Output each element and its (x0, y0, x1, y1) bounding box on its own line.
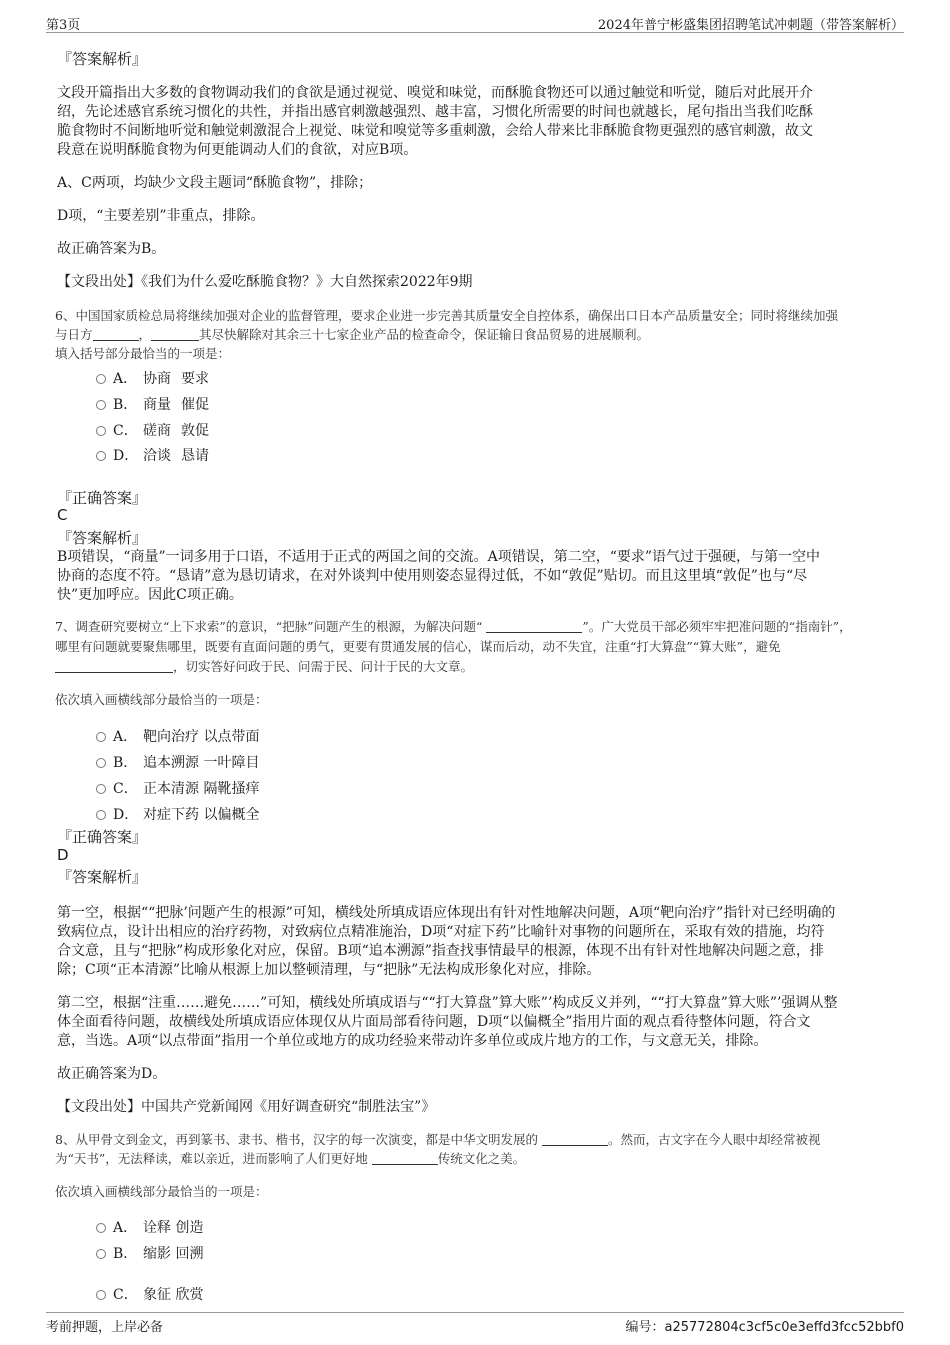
q7-stem-line-3 (55, 657, 473, 677)
q7-stem-line-2: 哪里有问题就要聚焦哪里，既要有直面问题的勇气，更要有贯通发展的信心，谋而后动，动不失宜，注重“打大算盘”“算大账”，避免 (55, 639, 781, 654)
q6-stem-line-2 (55, 325, 649, 345)
q5-analysis-line-2: 绍，先论述感官系统习惯化的共性，并指出感官刺激越强烈、越丰富，习惯化所需要的时间也就越长，尾句指出当我们吃酥 (57, 104, 813, 120)
q5-conclusion: 故正确答案为B。 (57, 241, 166, 257)
q6-answer-label: 『正确答案』 (57, 489, 148, 507)
q7-source: 【文段出处】中国共产党新闻网《用好调查研究“制胜法宝”》 (57, 1099, 436, 1115)
q7-option-c[interactable] (96, 778, 259, 798)
q8-stem-text: 8、从甲骨文到金文，再到篆书、隶书、楷书，汉字的每一次演变，都是中华文明发展的 (55, 1132, 538, 1147)
option-word-1: 磋商 (143, 423, 171, 439)
option-text: 缩影 回溯 (143, 1246, 204, 1262)
option-text: 追本溯源 一叶障目 (143, 755, 260, 771)
q8-stem-text-2: 。然而，古文字在今人眼中却经常被视 (607, 1132, 821, 1147)
radio-icon[interactable] (96, 451, 106, 461)
option-key: C． (113, 423, 138, 439)
q6-stem-text-2: 其尽快解除对其余三十七家企业产品的检查命令，保证输日食品贸易的进展顺利。 (199, 327, 650, 342)
q6-option-a[interactable] (96, 368, 209, 388)
document-id: 编号：a25772804c3cf5c0e3effd3fcc52bbf0 (625, 1320, 904, 1335)
q7-option-a[interactable] (96, 726, 259, 746)
q7-option-b[interactable] (96, 752, 259, 772)
q8-stem-line-1 (55, 1130, 820, 1150)
q6-analysis-line-2: 协商的态度不符。“恳请”意为恳切请求，在对外谈判中使用则姿态显得过低，不如“敦促”贴切。而且这里填“敦促”也与“尽 (57, 568, 808, 584)
option-key: A． (113, 1220, 138, 1236)
q7-option-d[interactable] (96, 804, 259, 824)
q6-blank-2[interactable] (151, 340, 199, 341)
q8-option-a[interactable] (96, 1217, 203, 1237)
q8-blank-1[interactable] (542, 1145, 608, 1146)
radio-icon[interactable] (96, 810, 106, 820)
option-text: 诠释 创造 (143, 1220, 204, 1236)
q6-stem-text: 与日方 (55, 327, 93, 342)
q7-answer: D (57, 846, 69, 864)
option-key: B． (113, 755, 138, 771)
radio-icon[interactable] (96, 426, 106, 436)
q6-prompt: 填入括号部分最恰当的一项是： (55, 346, 231, 361)
page-number: 第3页 (46, 18, 81, 33)
option-word-2: 要求 (181, 371, 209, 387)
q7-stem-text: 7、调查研究要树立“上下求索”的意识，“把脉”问题产生的根源，为解决问题“ (55, 619, 483, 634)
q5-note-d: D项，“主要差别”非重点，排除。 (57, 208, 265, 224)
q7-stem-text-3: ，切实答好问政于民、问需于民、问计于民的大文章。 (173, 659, 474, 674)
radio-icon[interactable] (96, 784, 106, 794)
q5-analysis-line-1: 文段开篇指出大多数的食物调动我们的食欲是通过视觉、嗅觉和味觉，而酥脆食物还可以通过触觉和听觉，随后对此展开介 (57, 85, 813, 101)
page-header (46, 12, 904, 33)
radio-icon[interactable] (96, 400, 106, 410)
option-text: 对症下药 以偏概全 (143, 807, 260, 823)
radio-icon[interactable] (96, 758, 106, 768)
q6-analysis-label: 『答案解析』 (57, 529, 148, 547)
q7-prompt: 依次填入画横线部分最恰当的一项是： (55, 692, 268, 707)
option-word-2: 催促 (181, 397, 209, 413)
page-footer (46, 1312, 904, 1335)
option-word-1: 商量 (143, 397, 171, 413)
option-word-2: 恳请 (181, 448, 209, 464)
q7-para2-line-2: 体全面看待问题，故横线处所填成语应体现仅从片面局部看待问题，D项“以偏概全”指用片面的观点看待整体问题，符合文 (57, 1014, 811, 1030)
q7-answer-label: 『正确答案』 (57, 828, 148, 846)
radio-icon[interactable] (96, 1249, 106, 1259)
q5-analysis-line-4: 段意在说明酥脆食物为何更能调动人们的食欲，对应B项。 (57, 142, 418, 158)
option-word-1: 洽谈 (143, 448, 171, 464)
q8-stem-text-3: 为“天书”，无法释读，难以亲近，进而影响了人们更好地 (55, 1151, 368, 1166)
q6-option-c[interactable] (96, 420, 209, 440)
option-word-1: 协商 (143, 371, 171, 387)
document-title: 2024年普宁彬盛集团招聘笔试冲刺题（带答案解析） (597, 18, 904, 33)
q7-para1-line-2: 致病位点，设计出相应的治疗药物，对致病位点精准施治，D项“对症下药”比喻针对事物的问题所在，采取有效的措施，均符 (57, 924, 825, 940)
q6-blank-1[interactable] (93, 340, 139, 341)
option-key: B． (113, 1246, 138, 1262)
option-text: 象征 欣赏 (143, 1287, 204, 1303)
radio-icon[interactable] (96, 732, 106, 742)
radio-icon[interactable] (96, 1290, 106, 1300)
q6-option-b[interactable] (96, 394, 209, 414)
radio-icon[interactable] (96, 1223, 106, 1233)
option-key: A． (113, 371, 138, 387)
option-text: 靶向治疗 以点带面 (143, 729, 260, 745)
q5-analysis-line-3: 脆食物时不间断地听觉和触觉刺激混合上视觉、味觉和嗅觉等多重刺激，会给人带来比非酥脆食物更强烈的感官刺激，故文 (57, 123, 813, 139)
option-key: D． (113, 807, 139, 823)
option-key: B． (113, 397, 138, 413)
option-key: A． (113, 729, 138, 745)
q7-analysis-label: 『答案解析』 (57, 868, 148, 886)
q7-para2-line-3: 意，当选。A项“以点带面”指用一个单位或地方的成功经验来带动许多单位或成片地方的工作，与文意无关，排除。 (57, 1033, 768, 1049)
q6-stem-line-1: 6、中国国家质检总局将继续加强对企业的监督管理，要求企业进一步完善其质量安全自控体系，确保出口日本产品质量安全；同时将继续加强 (55, 308, 838, 323)
q8-stem-text-4: 传统文化之美。 (437, 1151, 526, 1166)
q6-option-d[interactable] (96, 445, 209, 465)
q8-option-c[interactable] (96, 1284, 203, 1304)
q6-stem-comma: ， (138, 327, 152, 342)
q6-analysis-line-1: B项错误，“商量”一词多用于口语，不适用于正式的两国之间的交流。A项错误，第二空，“要求”语气过于强硬，与第一空中 (57, 549, 821, 565)
q7-blank-1[interactable] (486, 632, 582, 633)
q7-para1-line-1: 第一空，根据““把脉’问题产生的根源”可知，横线处所填成语应体现出有针对性地解决问题，A项“靶向治疗”指针对已经明确的 (57, 905, 836, 921)
q7-stem-text-2: ”。广大党员干部必须牢牢把准问题的“指南针”， (582, 619, 852, 634)
radio-icon[interactable] (96, 374, 106, 384)
q5-note-ac: A、C两项，均缺少文段主题词“酥脆食物”，排除； (57, 175, 373, 191)
option-text: 正本清源 隔靴搔痒 (143, 781, 260, 797)
q5-source: 【文段出处】《我们为什么爱吃酥脆食物？》大自然探索2022年9期 (57, 274, 473, 290)
q7-para2-line-1: 第二空，根据“注重……避免……”可知，横线处所填成语与““打大算盘”算大账”’构成反义并列，““打大算盘”算大账”’强调从整 (57, 995, 838, 1011)
footer-slogan: 考前押题，上岸必备 (46, 1320, 164, 1335)
option-key: C． (113, 781, 138, 797)
q8-prompt: 依次填入画横线部分最恰当的一项是： (55, 1184, 268, 1199)
option-word-2: 敦促 (181, 423, 209, 439)
q7-para1-line-3: 合文意，且与“把脉”构成形象化对应，保留。B项“追本溯源”指查找事情最早的根源，体现不出有针对性地解决问题之意，排 (57, 943, 824, 959)
q7-stem-line-1 (55, 617, 852, 637)
q8-option-b[interactable] (96, 1243, 203, 1263)
option-key: D． (113, 448, 139, 464)
q6-answer: C (57, 506, 68, 524)
option-key: C． (113, 1287, 138, 1303)
q7-conclusion: 故正确答案为D。 (57, 1066, 167, 1082)
q7-para1-line-4: 除；C项“正本清源”比喻从根源上加以整顿清理，与“把脉”无法构成形象化对应，排除。 (57, 962, 601, 978)
q8-stem-line-2 (55, 1149, 525, 1169)
q8-blank-2[interactable] (372, 1164, 438, 1165)
q6-analysis-line-3: 快”更加呼应。因此C项正确。 (57, 587, 243, 603)
q7-blank-2[interactable] (55, 672, 173, 673)
q5-analysis-label: 『答案解析』 (57, 50, 148, 68)
